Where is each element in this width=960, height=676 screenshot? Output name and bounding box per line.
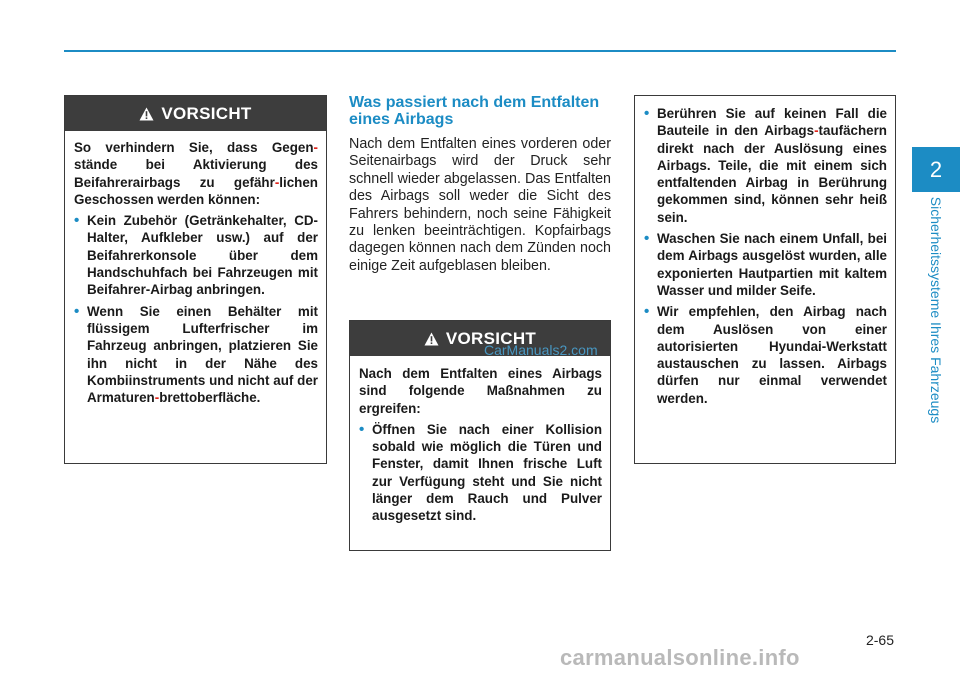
section-after-deployment (349, 94, 611, 275)
caution-heading: VORSICHT (445, 328, 537, 348)
caution-heading: VORSICHT (161, 103, 252, 123)
text-fragment: taufächern direkt nach der Auslösung eines Airbags. Teile, die mit einem sich entfaltenden Airbag in Berührung gekommen sind, können sehr heiß sein. (657, 123, 887, 225)
section-body: Nach dem Entfalten eines vorderen oder Seitenairbags wird der Druck sehr schnell wieder abgelassen. Das Entfalten des Airbags soll weder die Sicht des Fahrers behindern, noch seine Fähigkeit zu lenken beeinträchtigen. Kopfairbags dagegen können nach dem Zünden noch einige Zeit aufgeblasen bleiben. (349, 136, 611, 274)
chapter-number: 2 (929, 156, 943, 182)
hyphen: - (274, 174, 280, 190)
caution-box-left (64, 95, 327, 464)
chapter-tab (912, 147, 960, 192)
caution-box-right (634, 95, 896, 464)
top-rule (64, 50, 896, 52)
text-fragment: Berühren Sie auf keinen Fall die Bauteile in den Airbags (657, 106, 887, 139)
page-number: 2-65 (865, 632, 894, 648)
warning-triangle-icon (139, 107, 154, 121)
hyphen: - (814, 123, 819, 139)
caution-body (635, 96, 895, 419)
footer-watermark: carmanualsonline.info (560, 645, 800, 670)
caution-list (74, 212, 318, 406)
list-item (644, 105, 887, 226)
caution-body (65, 131, 326, 418)
text-fragment: lichen Geschossen werden können: (74, 174, 318, 207)
caution-list (644, 105, 887, 407)
list-item: • Wir empfehlen, den Airbag nach dem Auslösen von einer autorisierten Hyundai-Werkstatt austauschen zu lassen. Airbags dürfen nur einmal verwendet werden. (644, 303, 887, 407)
watermark: CarManuals2.com (484, 342, 598, 358)
text-fragment: brettoberfläche. (159, 390, 261, 406)
caution-header (65, 96, 326, 131)
text-fragment: Wenn Sie einen Behälter mit flüssigem Lufterfrischer im Fahrzeug anbringen, platzieren Sie ihn nicht in der Nähe des Kombiinstruments und nicht auf der Armaturen (87, 303, 318, 406)
hyphen: - (154, 390, 160, 406)
list-item (74, 303, 318, 407)
warning-triangle-icon (424, 332, 439, 346)
caution-intro (74, 139, 318, 208)
caution-body (350, 356, 610, 537)
chapter-title: Sicherheitssysteme Ihres Fahrzeugs (928, 196, 944, 424)
section-title: Was passiert nach dem Entfalten eines Airbags (349, 94, 600, 128)
text-fragment: So verhindern Sie, dass Gegen (74, 140, 314, 155)
list-item: • Öffnen Sie nach einer Kollision sobald wie möglich die Türen und Fenster, damit Ihnen frische Luft zur Verfügung steht und Sie nicht länger dem Rauch und Pulver ausgesetzt sind. (359, 421, 602, 525)
list-item: • Kein Zubehör (Getränkehalter, CD-Halter, Aufkleber usw.) auf der Beifahrerkonsole über dem Handschuhfach bei Fahrzeugen mit Beifahrer-Airbag anbringen. (74, 212, 318, 298)
hyphen: - (313, 140, 318, 155)
caution-list (359, 421, 602, 525)
text-fragment: stände bei Aktivierung des Beifahrerairbags zu gefähr (74, 157, 318, 190)
list-item: • Waschen Sie nach einem Unfall, bei dem Airbags ausgelöst wurden, alle exponierten Hautpartien mit kaltem Wasser und milder Seife. (644, 230, 887, 299)
caution-intro: Nach dem Entfalten eines Airbags sind folgende Maßnahmen zu ergreifen: (359, 366, 602, 416)
